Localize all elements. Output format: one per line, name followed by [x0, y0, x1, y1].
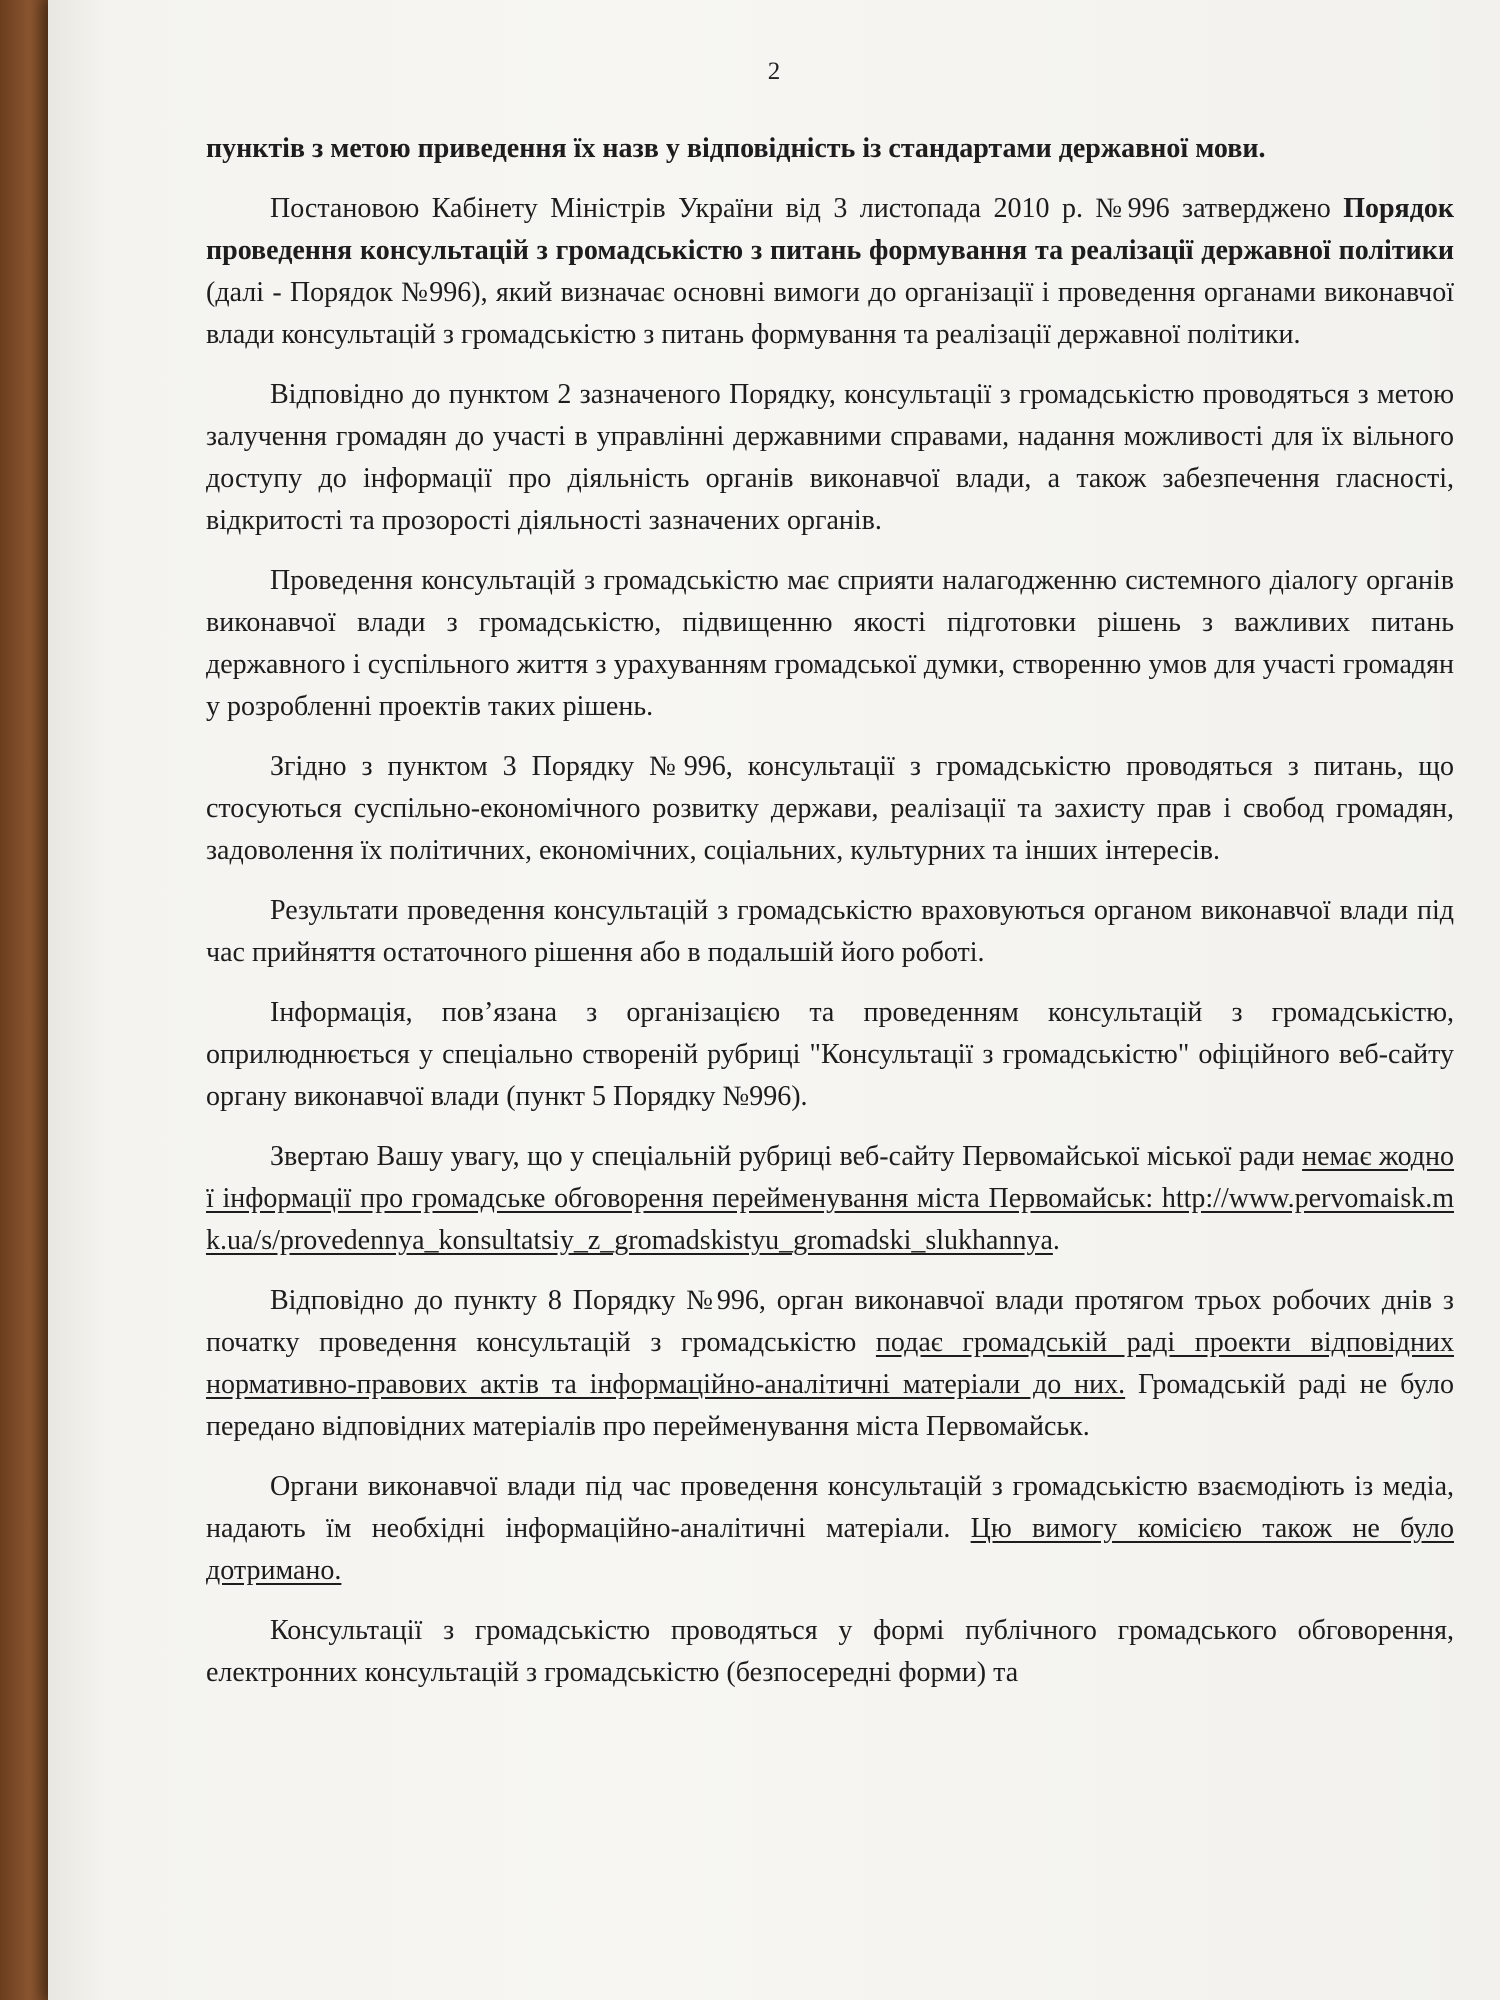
paragraph-text: Громадській раді не було передано відповідних матеріалів про перейменування міста Первомайськ.: [206, 1369, 1454, 1442]
paragraph-text: Звертаю Вашу увагу, що у спеціальній рубриці веб-сайту Первомайської міської ради: [270, 1141, 1303, 1172]
paragraph-resolution: [206, 188, 1454, 356]
paragraph-point-8: [206, 1280, 1454, 1448]
paragraph-dialogue: Проведення консультацій з громадськістю має сприяти налагодженню системного діалогу органів виконавчої влади з громадськістю, підвищенню якості підготовки рішень з важливих питань державного і суспільного життя з урахуванням громадської думки, створенню умов для участі громадян у розробленні проектів таких рішень.: [206, 565, 1454, 722]
paragraph-attention: [206, 1136, 1454, 1262]
paragraph-text: Відповідно до пункту 8 Порядку №996, орган виконавчої влади протягом трьох робочих днів з початку проведення консультацій з громадськістю: [206, 1285, 1454, 1358]
paragraph-text: .: [1052, 1225, 1060, 1256]
underlined-url-text: немає жодної інформації про громадське обговорення перейменування міста Первомайськ: http://www.pervomaisk.mk.ua/s/provedennya_konsultatsiy_z_gromadskistyu_gromadski_slukhannya: [206, 1141, 1455, 1256]
paragraph-point-2: Відповідно до пунктом 2 зазначеного Порядку, консультації з громадськістю проводяться з метою залучення громадян до участі в управлінні державними справами, надання можливості для їх вільного доступу до інформації про діяльність органів виконавчої влади, а також забезпечення гласності, відкритості та прозорості діяльності зазначених органів.: [206, 379, 1454, 536]
paragraph-text: (далі - Порядок №996), який визначає основні вимоги до організації і проведення органами виконавчої влади консультацій з громадськістю з питань формування та реалізації державної політики.: [206, 277, 1454, 350]
paragraph-point-3: Згідно з пунктом 3 Порядку №996, консультації з громадськістю проводяться з питань, що стосуються суспільно-економічного розвитку держави, реалізації та захисту прав і свобод громадян, задоволення їх політичних, економічних, соціальних, культурних та інших інтересів.: [206, 751, 1454, 866]
paragraph-continuation: пунктів з метою приведення їх назв у відповідність із стандартами державної мови.: [206, 133, 1266, 164]
paragraph-text: Органи виконавчої влади під час проведення консультацій з громадськістю взаємодіють із медіа, надають їм необхідні інформаційно-аналітичні матеріали.: [206, 1471, 1454, 1544]
paragraph-information: Інформація, пов’язана з організацією та проведенням консультацій з громадськістю, оприлюднюється у спеціально створеній рубриці "Консультації з громадськістю" офіційного веб-сайту органу виконавчої влади (пункт 5 Порядку №996).: [206, 997, 1454, 1112]
paragraph-text: Постановою Кабінету Міністрів України від 3 листопада 2010 р. №996 затверджено: [270, 193, 1344, 224]
paragraph-forms: Консультації з громадськістю проводяться у формі публічного громадського обговорення, електронних консультацій з громадськістю (безпосередні форми) та: [206, 1615, 1454, 1688]
document-page: [48, 0, 1500, 2000]
page-number: 2: [767, 58, 781, 85]
underlined-text: подає громадській раді проекти відповідних нормативно-правових актів та інформаційно-аналітичні матеріали до них.: [206, 1327, 1454, 1400]
document-body: [206, 128, 1454, 1712]
underlined-text: Цю вимогу комісією також не було дотримано.: [206, 1513, 1454, 1586]
paragraph-media: [206, 1466, 1454, 1592]
paragraph-bold-text: Порядок проведення консультацій з громадськістю з питань формування та реалізації державної політики: [206, 193, 1454, 266]
paragraph-results: Результати проведення консультацій з громадськістю враховуються органом виконавчої влади під час прийняття остаточного рішення або в подальшій його роботі.: [206, 895, 1454, 968]
